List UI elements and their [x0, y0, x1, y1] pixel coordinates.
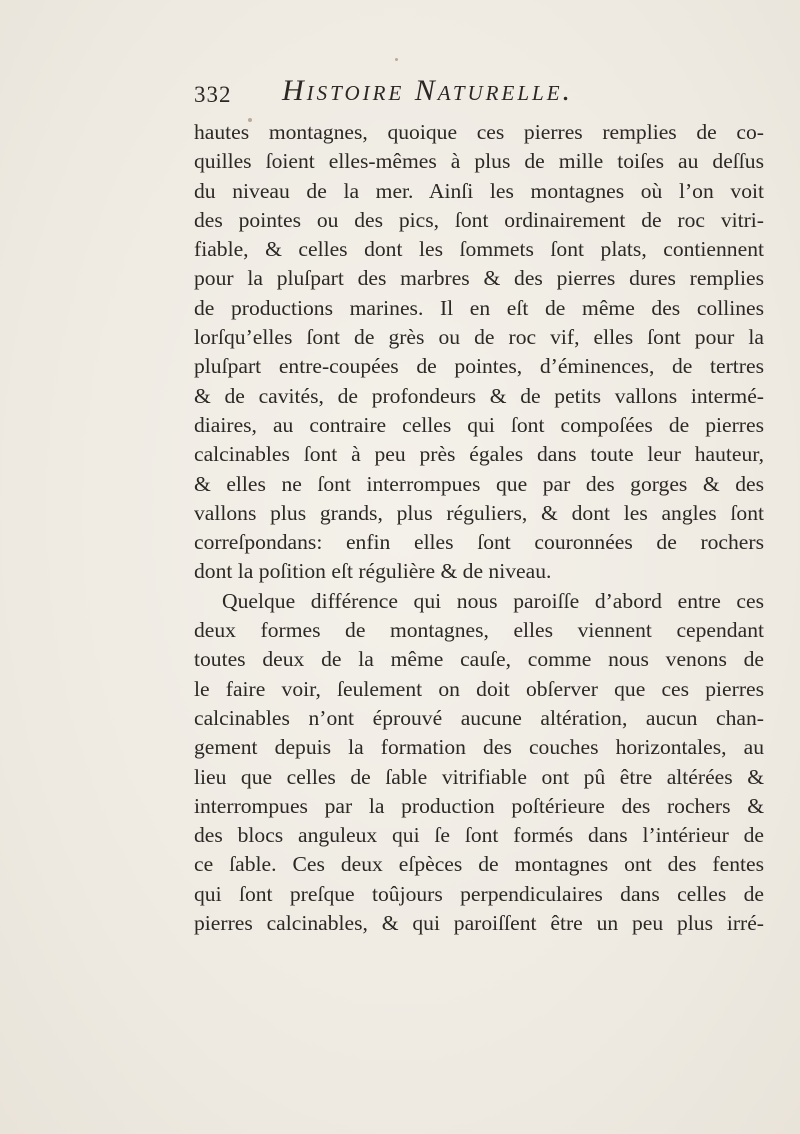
text-line: calcinables n’ont éprouvé aucune altération, aucun chan-	[194, 705, 764, 730]
text-line: ce ſable. Ces deux eſpèces de montagnes ont des fentes	[194, 852, 764, 877]
text-line: qui ſont preſque toûjours perpendiculaires dans celles de	[194, 881, 764, 906]
text-line: & de cavités, de profondeurs & de petits vallons intermé-	[194, 383, 764, 408]
text-line: hautes montagnes, quoique ces pierres remplies de co-	[194, 120, 764, 144]
page-number: 332	[194, 82, 232, 107]
text-line: le faire voir, ſeulement on doit obſerver que ces pierres	[194, 676, 764, 701]
text-line: Quelque différence qui nous paroiſſe d’abord entre ces	[222, 588, 764, 613]
text-line: interrompues par la production poſtérieure des rochers &	[194, 793, 764, 818]
text-line: gement depuis la formation des couches horizontales, au	[194, 735, 764, 760]
text-line: quilles ſoient elles-mêmes à plus de mille toiſes au deſſus	[194, 149, 764, 174]
text-line: de productions marines. Il en eſt de même des collines	[194, 295, 764, 320]
text-line: diaires, au contraire celles qui ſont compoſées de pierres	[194, 412, 764, 437]
text-line: des pointes ou des pics, ſont ordinairement de roc vitri-	[194, 207, 764, 232]
text-line: lorſqu’elles ſont de grès ou de roc vif, elles ſont pour la	[194, 325, 764, 350]
text-line: toutes deux de la même cauſe, comme nous venons de	[194, 647, 764, 672]
text-line: dont la poſition eſt régulière & de niveau.	[194, 559, 552, 584]
text-line: vallons plus grands, plus réguliers, & dont les angles ſont	[194, 500, 764, 525]
running-head	[194, 74, 754, 114]
text-line: correſpondans: enfin elles ſont couronnées de rochers	[194, 530, 764, 555]
text-line: des blocs anguleux qui ſe ſont formés dans l’intérieur de	[194, 823, 764, 848]
body-text	[194, 118, 764, 938]
text-line: lieu que celles de ſable vitrifiable ont pû être altérées &	[194, 764, 764, 789]
text-line: deux formes de montagnes, elles viennent cependant	[194, 618, 764, 643]
text-line: pierres calcinables, & qui paroiſſent être un peu plus irré-	[194, 911, 764, 936]
text-line: du niveau de la mer. Ainſi les montagnes où l’on voit	[194, 178, 764, 203]
text-line: & elles ne ſont interrompues que par des gorges & des	[194, 471, 764, 496]
paragraph	[194, 118, 764, 587]
ink-speck	[395, 58, 398, 61]
text-line: pluſpart entre-coupées de pointes, d’éminences, de tertres	[194, 354, 764, 379]
running-title: Histoire Naturelle.	[282, 74, 574, 107]
text-line: fiable, & celles dont les ſommets ſont plats, contiennent	[194, 237, 764, 262]
text-line: calcinables ſont à peu près égales dans toute leur hauteur,	[194, 442, 764, 467]
paragraph	[194, 587, 764, 939]
text-line: pour la pluſpart des marbres & des pierres dures remplies	[194, 266, 764, 291]
